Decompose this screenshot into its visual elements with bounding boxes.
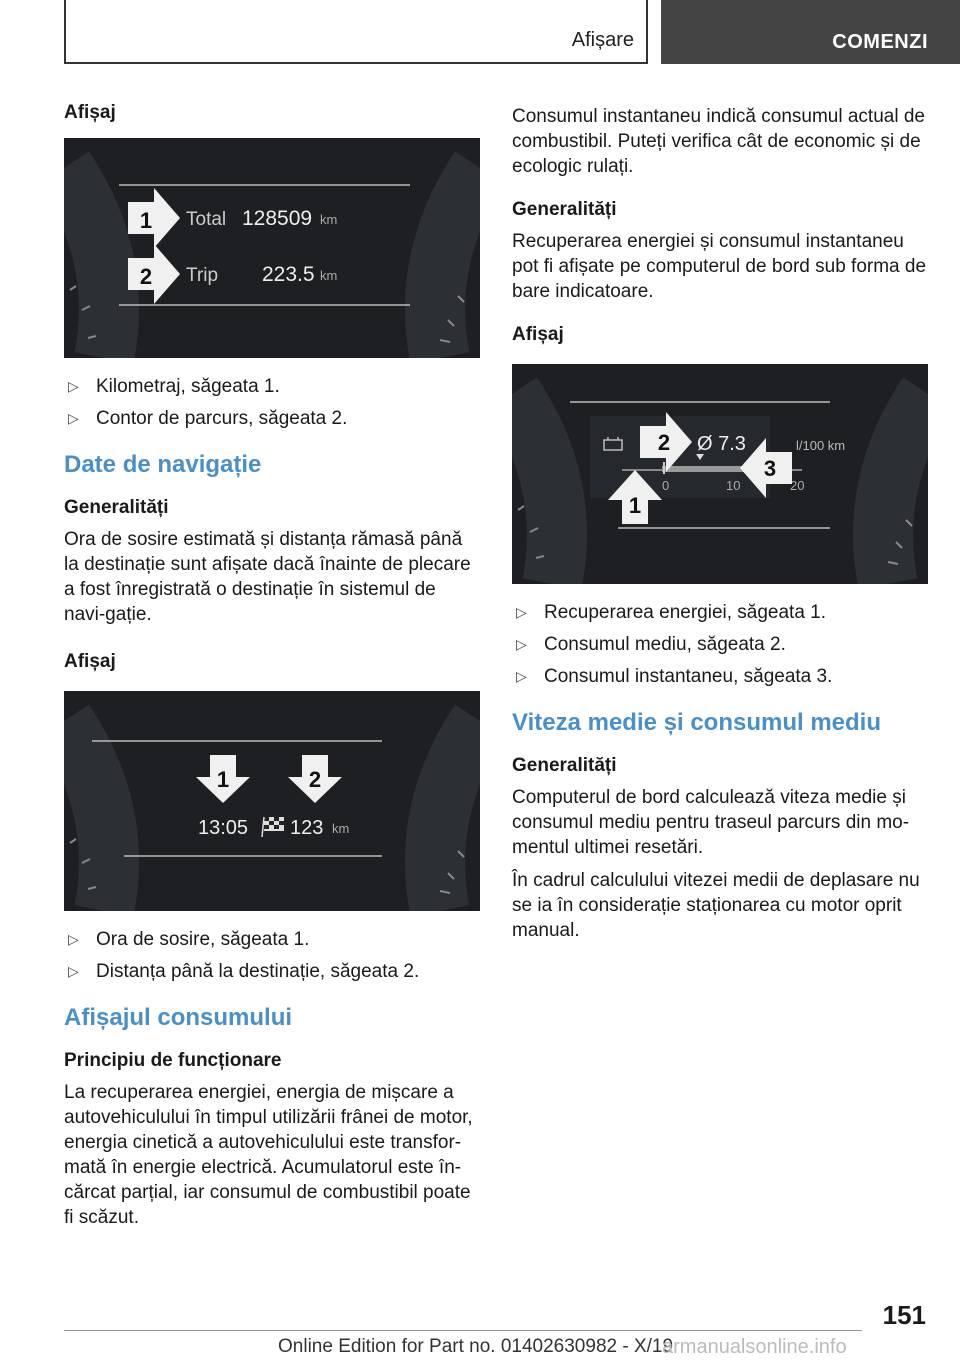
arrival-list [64, 927, 480, 984]
heading-display-3: Afișaj [512, 324, 564, 345]
triangle-bullet-icon: ▷ [68, 410, 79, 426]
distance-unit: km [332, 821, 350, 836]
triangle-bullet-icon: ▷ [516, 668, 527, 684]
footer-edition: Online Edition for Part no. 01402630982 - X/19 [278, 1336, 674, 1357]
page-number: 151 [882, 1300, 926, 1330]
heading-general-3: Generalități [512, 755, 617, 776]
trip-unit: km [320, 268, 338, 283]
total-unit: km [320, 212, 338, 227]
list-item: ▷ Ora de sosire, săgeata 1. [64, 927, 480, 952]
heading-average-speed: Viteza medie și consumul mediu [512, 709, 881, 736]
list-item: ▷ Consumul instantaneu, săgeata 3. [512, 664, 928, 689]
trip-label: Trip [186, 265, 219, 286]
arrow-3-label: 3 [763, 456, 777, 481]
list-item: ▷ Recuperarea energiei, săgeata 1. [512, 600, 928, 625]
list-item: ▷ Consumul mediu, săgeata 2. [512, 632, 928, 657]
triangle-bullet-icon: ▷ [516, 636, 527, 652]
tick-label: 0 [662, 478, 670, 493]
list-item: ▷ Contor de parcurs, săgeata 2. [64, 406, 480, 431]
consumption-unit: l/100 km [796, 438, 846, 453]
header-chapter-title: COMENZI [832, 31, 928, 53]
heading-consumption-display: Afișajul consumului [64, 1004, 293, 1031]
triangle-bullet-icon: ▷ [68, 378, 79, 394]
right-column [512, 104, 928, 955]
heading-general-2: Generalități [512, 199, 617, 220]
arrival-time: 13:05 [198, 817, 249, 839]
heading-navigation-data: Date de navigație [64, 451, 262, 478]
checkered-flag-icon [262, 817, 284, 837]
total-value: 128509 [242, 207, 313, 230]
footer-divider [64, 1330, 862, 1331]
list-item: ▷ Kilometraj, săgeata 1. [64, 374, 480, 399]
paragraph-speed-1: Computerul de bord calculează viteza medie și consumul mediu pentru traseul parcurs din mo-mentul ultimei resetări. [512, 787, 910, 858]
list-item: ▷ Distanța până la destinație, săgeata 2. [64, 959, 480, 984]
trip-value: 223.5 [262, 263, 315, 286]
paragraph-recuperation: Recuperarea energiei și consumul instantaneu pot fi afișate pe computerul de bord sub forma de bare indicatoare. [512, 231, 927, 302]
paragraph-navigation: Ora de sosire estimată și distanța rămasă până la destinație sunt afișate dacă înainte de plecare a fost înregistrată o destinație în sistemul de navi-gație. [64, 529, 471, 625]
arrival-display-image [64, 691, 480, 911]
consumption-display-image [512, 364, 928, 584]
consumption-list [512, 600, 928, 689]
tick-label: 20 [790, 478, 805, 493]
arrow-1-label: 1 [139, 208, 153, 233]
header-section-title: Afișare [571, 29, 634, 51]
heading-general-1: Generalități [64, 497, 169, 518]
header-section-box [64, 0, 648, 64]
odometer-display-image [64, 138, 480, 358]
paragraph-principle: La recuperarea energiei, energia de mișcare a autovehiculului în timpul utilizării frânei de motor, energia cinetică a autovehiculului este transfor-mată în energie electrică. Acumulatorul este în-cărcat parțial, iar consumul de combustibil poate fi scăzut. [64, 1082, 473, 1228]
arrow-2-label: 2 [657, 430, 671, 455]
heading-display-2: Afișaj [64, 651, 116, 672]
arrow-1-label: 1 [628, 493, 642, 518]
heading-display-1: Afișaj [64, 102, 116, 123]
arrow-2-label: 2 [139, 264, 153, 289]
watermark: armanualsonline.info [662, 1336, 847, 1358]
average-consumption-value: Ø 7.3 [697, 433, 746, 455]
left-column [64, 100, 480, 1242]
total-label: Total [186, 209, 227, 230]
triangle-bullet-icon: ▷ [68, 963, 79, 979]
arrow-2-label: 2 [308, 767, 322, 792]
distance-value: 123 [290, 817, 324, 839]
odometer-list [64, 374, 480, 431]
tick-label: 10 [726, 478, 741, 493]
paragraph-instant-consumption: Consumul instantaneu indică consumul actual de combustibil. Puteți verifica cât de economic și de ecologic rulați. [512, 106, 925, 177]
arrow-1-label: 1 [216, 767, 230, 792]
header-chapter-box [661, 0, 960, 64]
heading-principle: Principiu de funcționare [64, 1050, 282, 1071]
paragraph-speed-2: În cadrul calculului vitezei medii de deplasare nu se ia în considerație staționarea cu motor oprit manual. [512, 870, 920, 941]
triangle-bullet-icon: ▷ [516, 604, 527, 620]
triangle-bullet-icon: ▷ [68, 931, 79, 947]
